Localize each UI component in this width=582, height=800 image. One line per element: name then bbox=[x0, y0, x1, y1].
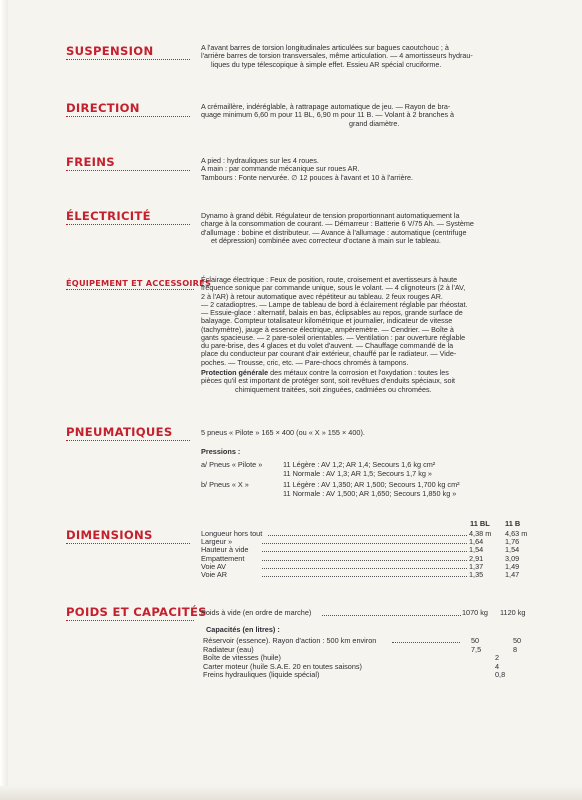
dimension-11b: 1,76 bbox=[505, 537, 520, 547]
direction-text bbox=[201, 103, 531, 128]
text-line: quage minimum 6,60 m pour 11 BL, 6,90 m pour 11 B. — Volant à 2 branches à bbox=[201, 110, 455, 120]
dimension-11b: 1,54 bbox=[505, 545, 520, 555]
dimension-11b: 4,63 m bbox=[505, 529, 528, 538]
equipement-text bbox=[201, 276, 531, 367]
heading-underline bbox=[66, 224, 190, 225]
text-line: 2 à l'AR) à retour automatique avec répétiteur au tableau. 2 feux rouges AR. bbox=[201, 291, 443, 301]
text-line: et dépression) combinée avec correcteur d'octane à main sur le tableau. bbox=[211, 235, 441, 245]
pressions-label: Pressions : bbox=[201, 447, 241, 456]
dimension-label: Empattement bbox=[201, 553, 245, 563]
dot-leader bbox=[262, 569, 467, 577]
equipement-heading: ÉQUIPEMENT ET ACCESSOIRES bbox=[66, 278, 212, 288]
dimension-label: Voie AV bbox=[201, 561, 227, 571]
dot-leader bbox=[392, 635, 460, 643]
poids-vide-11b: 1120 kg bbox=[500, 608, 526, 617]
pneus-b-label: b/ Pneus « X » bbox=[201, 480, 249, 489]
text-line: — 2 catadioptres. — Lampe de tableau de bord à éclairement réglable par rhéostat. bbox=[201, 299, 468, 309]
heading-underline bbox=[66, 289, 194, 290]
text-line: chimiquement traitées, soit zinguées, cadmiées ou chromées. bbox=[235, 384, 432, 394]
text-line: poches. — Trousse, cric, etc. — Pare-chocs chromés à tampons. bbox=[201, 357, 409, 367]
capacite-label: Carter moteur (huile S.A.E. 20 en toutes saisons) bbox=[203, 661, 362, 671]
text-line: liques du type télescopique à simple effet. Essieu AR spécial cruciforme. bbox=[211, 59, 442, 69]
text-line: A crémaillère, indéréglable, à rattrapage automatique de jeu. — Rayon de bra- bbox=[201, 102, 451, 111]
dimension-11b: 1,47 bbox=[505, 570, 520, 579]
dot-leader bbox=[262, 553, 467, 561]
text-line: l'arrière barres de torsion transversales, même articulation. — 4 amortisseurs hydrau- bbox=[201, 51, 473, 61]
dimension-11bl: 1,35 bbox=[469, 570, 484, 579]
direction-heading: DIRECTION bbox=[66, 101, 140, 115]
pneus-b-row: 11 Normale : AV 1,500; AR 1,650; Secours 1,850 kg » bbox=[283, 489, 457, 498]
pneus-a-row: 11 Légère : AV 1,2; AR 1,4; Secours 1,6 kg cm² bbox=[283, 460, 436, 469]
dot-leader bbox=[268, 528, 467, 536]
dimension-11bl: 1,37 bbox=[469, 561, 484, 571]
text-line: A l'avant barres de torsion longitudinales articulées sur bagues caoutchouc ; à bbox=[201, 43, 449, 52]
dimension-11bl: 1,54 bbox=[469, 545, 484, 555]
freins-heading: FREINS bbox=[66, 155, 115, 169]
suspension-heading: SUSPENSION bbox=[66, 44, 154, 58]
text-line: place du conducteur par courant d'air extérieur, chauffé par le radiateur. — Vide- bbox=[201, 349, 457, 359]
dot-leader bbox=[322, 608, 461, 616]
dimension-11bl: 2,91 bbox=[469, 553, 484, 563]
protection-rest: des métaux contre la corrosion et l'oxydation : toutes les bbox=[268, 368, 449, 377]
dot-leader bbox=[262, 536, 467, 544]
capacite-11bl: 50 bbox=[471, 636, 480, 645]
text-line: (tachymètre), jauge à essence électrique, ampèremètre. — Cendrier. — Boîte à bbox=[201, 324, 454, 334]
text-line: balayage. Compteur totalisateur kilométrique et journalier, indicateur de vitesse bbox=[201, 316, 453, 326]
text-line: Dynamo à grand débit. Régulateur de tension proportionnant automatiquement la bbox=[201, 211, 460, 220]
pneus-b-row: 11 Légère : AV 1,350; AR 1,500; Secours 1,700 kg cm² bbox=[283, 480, 460, 489]
pneus-intro: 5 pneus « Pilote » 165 × 400 (ou « X » 155 × 400). bbox=[201, 428, 365, 437]
text-line: gants spacieuse. — 2 pare-soleil orientables. — Ventilation : par ouverture réglable bbox=[201, 332, 466, 342]
heading-underline bbox=[66, 170, 190, 171]
capacite-11b: 50 bbox=[513, 636, 522, 645]
dimension-11b: 1,49 bbox=[505, 561, 520, 571]
capacite-value: 4 bbox=[495, 661, 500, 671]
text-line: pièces qu'il est important de protéger sont, soit revêtues d'enduits spéciaux, soit bbox=[201, 376, 456, 386]
dimension-11bl: 1,64 bbox=[469, 537, 484, 547]
pneus-a-row: 11 Normale : AV 1,3; AR 1,5; Secours 1,7 kg » bbox=[283, 469, 432, 478]
dimension-label: Voie AR bbox=[201, 570, 227, 579]
freins-text bbox=[201, 157, 531, 182]
capacite-value: 0,8 bbox=[495, 670, 506, 680]
text-line: — Essuie-glace : alternatif, balais en bas, éclipsables au repos, grande surface de bbox=[201, 308, 463, 317]
text-line: d'allumage : bobine et distributeur. — Avance à l'allumage : automatique (centrifuge bbox=[201, 227, 467, 237]
text-line: du pare-brise, des 4 glaces et du volet d'auvent. — Chauffage commandé de la bbox=[201, 341, 454, 350]
pneus-a-label: a/ Pneus « Pilote » bbox=[201, 460, 263, 469]
capacite-label: Réservoir (essence). Rayon d'action : 500 km environ bbox=[203, 636, 377, 645]
electricite-heading: ÉLECTRICITÉ bbox=[66, 209, 151, 223]
heading-underline bbox=[66, 543, 190, 544]
dot-leader bbox=[262, 544, 467, 552]
heading-underline bbox=[66, 620, 194, 621]
poids-vide-11bl: 1070 kg bbox=[462, 608, 488, 617]
capacite-value: 2 bbox=[495, 653, 500, 663]
protection-bold: Protection générale bbox=[201, 368, 269, 377]
text-line: charge à la consommation de courant. — Démarreur : Batterie 6 V/75 Ah. — Système bbox=[201, 219, 474, 229]
electricite-text bbox=[201, 212, 531, 245]
page-edge bbox=[0, 0, 8, 800]
pneumatiques-heading: PNEUMATIQUES bbox=[66, 425, 173, 439]
dimension-label: Largeur » bbox=[201, 537, 233, 547]
heading-underline bbox=[66, 440, 190, 441]
heading-underline bbox=[66, 59, 190, 60]
dimension-11b: 3,09 bbox=[505, 553, 520, 563]
text-line: Éclairage électrique : Feux de position, route, croisement et avertisseurs à haute bbox=[201, 275, 458, 284]
dimension-label: Hauteur à vide bbox=[201, 545, 249, 555]
dimension-label: Longueur hors tout bbox=[201, 529, 263, 538]
capacite-label: Radiateur (eau) bbox=[203, 644, 254, 654]
text-line: fréquence sonique par commande unique, sous le volant. — 4 clignoteurs (2 à l'AV, bbox=[201, 283, 466, 293]
col-11bl: 11 BL bbox=[470, 519, 490, 528]
text-line: A main : par commande mécanique sur roues AR. bbox=[201, 164, 360, 174]
capacite-label: Freins hydrauliques (liquide spécial) bbox=[203, 670, 320, 680]
page-bottom-edge bbox=[0, 786, 582, 800]
capacite-label: Boîte de vitesses (huile) bbox=[203, 653, 281, 663]
col-11b: 11 B bbox=[505, 519, 521, 528]
capacite-11b: 8 bbox=[513, 644, 518, 654]
text-line: A pied : hydrauliques sur les 4 roues. bbox=[201, 156, 319, 165]
dot-leader bbox=[262, 561, 467, 569]
protection-text bbox=[201, 369, 531, 394]
text-line: Tambours : Fonte nervurée. ∅ 12 pouces à l'avant et 10 à l'arrière. bbox=[201, 172, 413, 182]
text-line: grand diamètre. bbox=[349, 118, 400, 128]
dimensions-heading: DIMENSIONS bbox=[66, 528, 153, 542]
capacites-label: Capacités (en litres) : bbox=[206, 625, 280, 634]
heading-underline bbox=[66, 116, 190, 117]
suspension-text bbox=[201, 44, 531, 69]
capacite-11bl: 7,5 bbox=[471, 644, 482, 654]
dimension-11bl: 4,38 m bbox=[469, 529, 492, 538]
poids-heading: POIDS ET CAPACITÉS bbox=[66, 605, 207, 619]
poids-vide-label: Poids à vide (en ordre de marche) bbox=[201, 608, 312, 617]
